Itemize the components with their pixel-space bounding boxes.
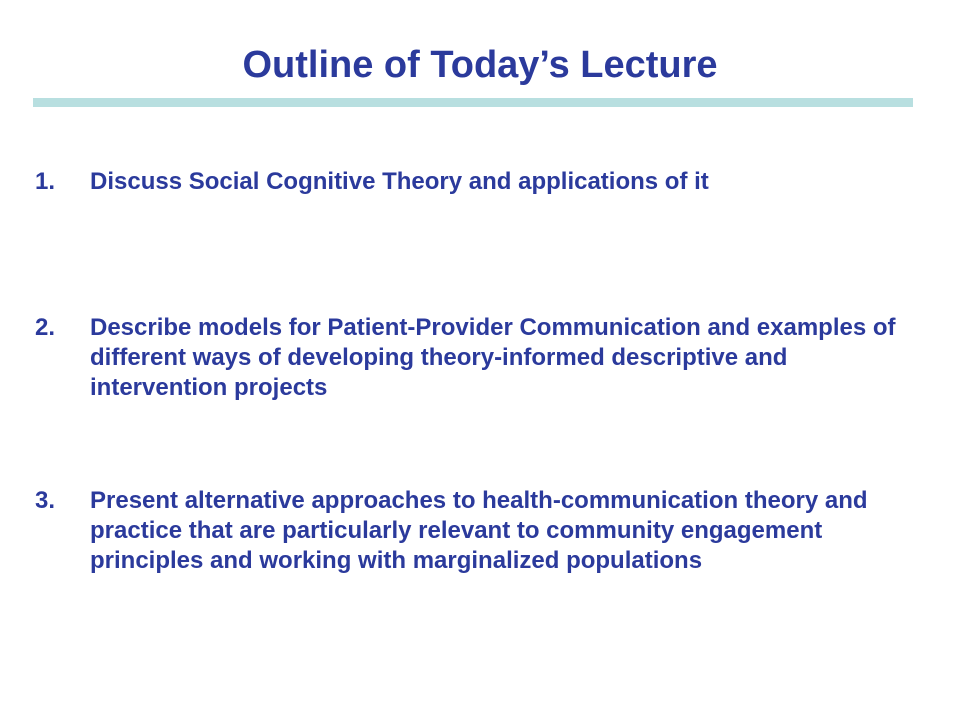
slide-title: Outline of Today’s Lecture [242, 44, 718, 86]
outline-item-3 [35, 486, 915, 576]
outline-item-number: 3. [35, 487, 56, 514]
outline-item-text: Discuss Social Cognitive Theory and applications of it [90, 168, 709, 195]
outline-item-text: Describe models for Patient-Provider Communication and examples of different ways of developing theory-informed descriptive and intervention projects [90, 314, 896, 401]
outline-item-number: 2. [35, 314, 56, 341]
title-divider [33, 98, 913, 107]
outline-item-1 [35, 167, 915, 197]
outline-item-text: Present alternative approaches to health-communication theory and practice that are particularly relevant to community engagement principles and working with marginalized populations [90, 487, 868, 574]
outline-item-number: 1. [35, 168, 56, 195]
outline-item-2 [35, 313, 915, 403]
